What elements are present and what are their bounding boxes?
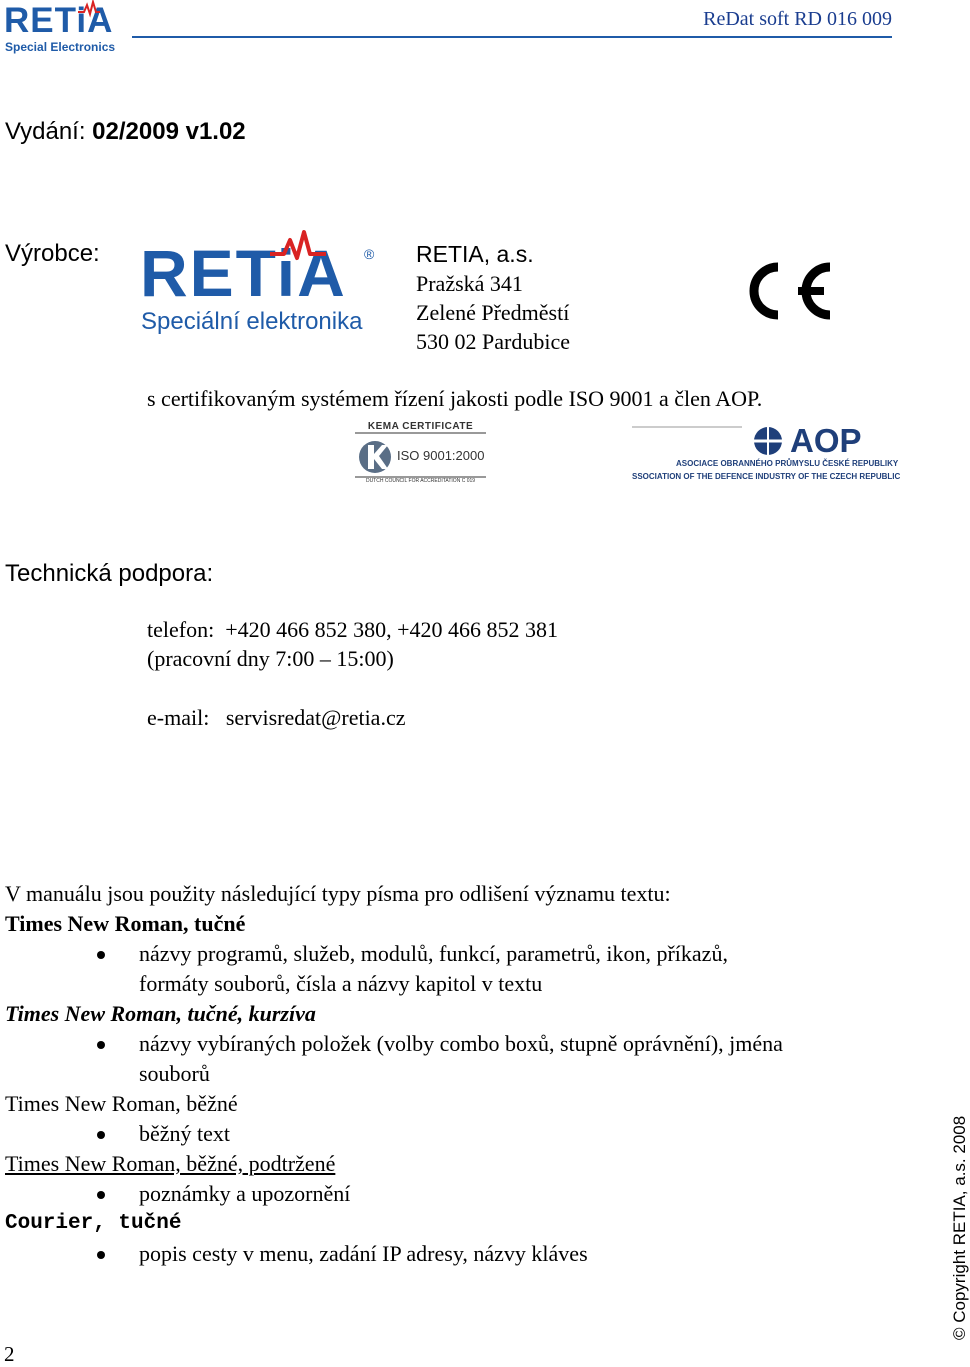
legend-intro: V manuálu jsou použity následující typy písma pro odlišení významu textu: <box>5 881 671 906</box>
legend-bold-label: Times New Roman, tučné <box>5 911 246 936</box>
email-label: e-mail: <box>147 705 210 730</box>
support-hours: (pracovní dny 7:00 – 15:00) <box>147 646 394 671</box>
legend-normal-desc: běžný text <box>5 1119 783 1149</box>
header-rule <box>132 36 892 38</box>
phone-label: telefon: <box>147 617 215 642</box>
address-city: 530 02 Pardubice <box>416 329 570 354</box>
manufacturer-label: Výrobce: <box>5 240 100 267</box>
email-value[interactable]: servisredat@retia.cz <box>225 705 406 730</box>
aop-member-badge <box>632 421 901 487</box>
legend-bolditalic-desc: názvy vybíraných položek (volby combo boxů, stupně oprávnění), jména <box>5 1029 783 1059</box>
manufacturer-logo-pulse-icon <box>270 230 326 260</box>
manufacturer-address <box>416 240 570 356</box>
manufacturer-logo-registered: ® <box>364 246 375 262</box>
legend-courier-desc: popis cesty v menu, zadání IP adresy, názvy kláves <box>5 1239 783 1269</box>
legend-bold-desc: názvy programů, služeb, modulů, funkcí, parametrů, ikon, příkazů, <box>5 939 783 969</box>
kema-badge-bottom: DUTCH COUNCIL FOR ACCREDITATION C 019 <box>365 478 476 484</box>
certification-text: s certifikovaným systémem řízení jakosti podle ISO 9001 a člen AOP. <box>147 386 763 411</box>
edition-value: 02/2009 v1.02 <box>92 118 246 145</box>
phone-value: +420 466 852 380, +420 466 852 381 <box>225 617 559 642</box>
legend-bold-desc-cont: formáty souborů, čísla a názvy kapitol v textu <box>139 971 543 996</box>
kema-badge-iso: ISO 9001:2000 <box>397 448 485 463</box>
support-email <box>147 705 405 731</box>
header-logo-subtitle: Special Electronics <box>5 40 116 54</box>
address-district: Zelené Předměstí <box>416 300 570 325</box>
page-number: 2 <box>4 1342 15 1366</box>
legend-bolditalic-label: Times New Roman, tučné, kurzíva <box>5 1001 316 1026</box>
address-street: Pražská 341 <box>416 271 523 296</box>
support-phone <box>147 617 558 643</box>
ce-mark-icon <box>738 255 838 327</box>
header-logo-pulse-icon <box>78 1 100 15</box>
aop-badge-line2: SSOCIATION OF THE DEFENCE INDUSTRY OF THE CZECH REPUBLIC <box>632 472 901 481</box>
company-name: RETIA, a.s. <box>416 241 534 267</box>
kema-badge-top: KEMA CERTIFICATE <box>367 421 474 432</box>
legend-courier-label: Courier, tučné <box>5 1212 182 1235</box>
legend-underline-label <box>5 1149 783 1179</box>
aop-badge-line1: ASOCIACE OBRANNÉHO PRŮMYSLU ČESKÉ REPUBLIKY <box>676 459 899 468</box>
manufacturer-logo-subtitle: Speciální elektronika <box>141 308 363 335</box>
aop-badge-title: AOP <box>790 422 862 459</box>
document-id: ReDat soft RD 016 009 <box>703 8 892 30</box>
copyright-notice: © Copyright RETIA, a.s. 2008 <box>950 1115 969 1340</box>
kema-certificate-badge <box>355 421 486 487</box>
edition <box>5 118 246 146</box>
legend-normal-label: Times New Roman, běžné <box>5 1091 238 1116</box>
manufacturer-logo <box>140 230 380 340</box>
legend-bolditalic-desc-cont: souborů <box>139 1061 210 1086</box>
manufacturer-logo-wordmark: RETiA <box>140 236 347 310</box>
edition-label: Vydání: <box>5 118 93 145</box>
header-logo-wordmark: RETiA <box>4 1 114 40</box>
legend-underline-label-text: Times New Roman, běžné, podtržené <box>5 1151 336 1176</box>
legend-underline-desc: poznámky a upozornění <box>5 1179 783 1209</box>
support-label: Technická podpora: <box>5 560 214 587</box>
font-legend <box>5 879 783 1269</box>
header-logo <box>4 3 134 53</box>
